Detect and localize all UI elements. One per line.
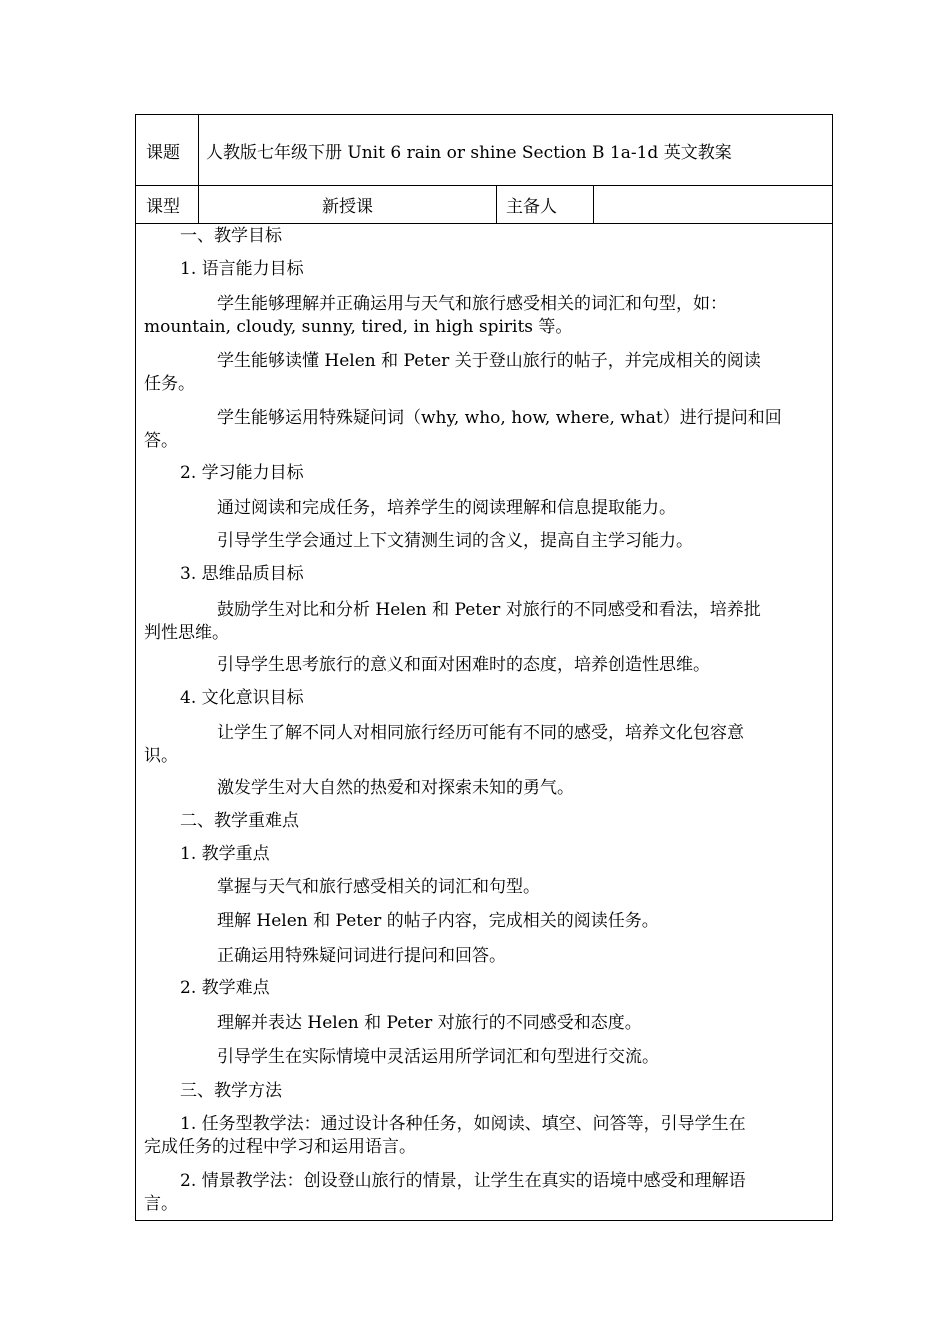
subsection-heading: 2. 教学难点 [180, 978, 270, 998]
method-item-continuation: 完成任务的过程中学习和运用语言。 [144, 1137, 416, 1157]
section-heading: 三、教学方法 [180, 1081, 282, 1101]
divider [593, 185, 594, 223]
paragraph: 引导学生学会通过上下文猜测生词的含义，提高自主学习能力。 [217, 531, 693, 551]
paragraph: 学生能够运用特殊疑问词（why, who, how, where, what）进行提问和回 [217, 408, 782, 428]
preparer-label: 主备人 [506, 196, 557, 217]
preparer-value [601, 185, 821, 223]
method-item-continuation: 言。 [144, 1194, 178, 1214]
divider [496, 185, 497, 223]
paragraph-continuation: mountain, cloudy, sunny, tired, in high spirits 等。 [144, 317, 573, 337]
paragraph: 理解 Helen 和 Peter 的帖子内容，完成相关的阅读任务。 [217, 911, 659, 931]
paragraph: 让学生了解不同人对相同旅行经历可能有不同的感受，培养文化包容意 [217, 723, 744, 743]
topic-label: 课题 [146, 142, 180, 163]
paragraph: 学生能够读懂 Helen 和 Peter 关于登山旅行的帖子，并完成相关的阅读 [217, 351, 761, 371]
paragraph: 引导学生思考旅行的意义和面对困难时的态度，培养创造性思维。 [217, 655, 710, 675]
paragraph: 激发学生对大自然的热爱和对探索未知的勇气。 [217, 778, 574, 798]
paragraph-continuation: 答。 [144, 431, 178, 451]
paragraph: 掌握与天气和旅行感受相关的词汇和句型。 [217, 877, 540, 897]
topic-value: 人教版七年级下册 Unit 6 rain or shine Section B 1a-1d 英文教案 [206, 142, 732, 163]
subsection-heading: 1. 语言能力目标 [180, 259, 304, 279]
type-value: 新授课 [322, 196, 373, 217]
section-heading: 二、教学重难点 [180, 811, 299, 831]
paragraph-continuation: 识。 [144, 746, 178, 766]
subsection-heading: 2. 学习能力目标 [180, 463, 304, 483]
method-item: 2. 情景教学法：创设登山旅行的情景，让学生在真实的语境中感受和理解语 [180, 1171, 746, 1191]
paragraph: 引导学生在实际情境中灵活运用所学词汇和句型进行交流。 [217, 1047, 659, 1067]
paragraph: 通过阅读和完成任务，培养学生的阅读理解和信息提取能力。 [217, 498, 676, 518]
paragraph: 学生能够理解并正确运用与天气和旅行感受相关的词汇和句型，如： [217, 294, 727, 314]
method-item: 1. 任务型教学法：通过设计各种任务，如阅读、填空、问答等，引导学生在 [180, 1114, 746, 1134]
subsection-heading: 4. 文化意识目标 [180, 688, 304, 708]
paragraph: 鼓励学生对比和分析 Helen 和 Peter 对旅行的不同感受和看法，培养批 [217, 600, 761, 620]
paragraph: 正确运用特殊疑问词进行提问和回答。 [217, 946, 506, 966]
lesson-plan-table [135, 114, 833, 1221]
paragraph-continuation: 判性思维。 [144, 623, 229, 643]
section-heading: 一、教学目标 [180, 226, 282, 246]
divider [198, 115, 199, 185]
paragraph-continuation: 任务。 [144, 374, 195, 394]
subsection-heading: 3. 思维品质目标 [180, 564, 304, 584]
type-label: 课型 [146, 196, 180, 217]
paragraph: 理解并表达 Helen 和 Peter 对旅行的不同感受和态度。 [217, 1013, 642, 1033]
topic-row [136, 115, 832, 186]
type-row [136, 185, 832, 224]
subsection-heading: 1. 教学重点 [180, 844, 270, 864]
